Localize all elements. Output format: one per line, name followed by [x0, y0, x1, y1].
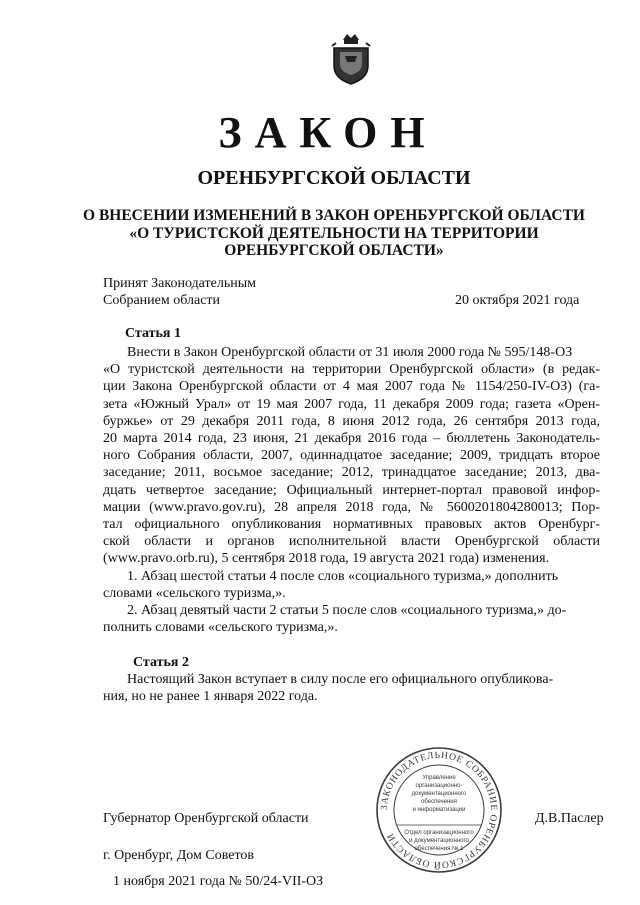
article-2-body: [103, 671, 600, 705]
stamp-line: Отдел организационного: [404, 830, 474, 836]
article-line: буржье» от 29 декабря 2011 года, 8 июня 2012 года, 26 сентября 2013 года,: [103, 413, 600, 429]
subject-line: О ВНЕСЕНИИ ИЗМЕНЕНИЙ В ЗАКОН ОРЕНБУРГСКОЙ ОБЛАСТИ: [83, 207, 585, 224]
stamp-line: обеспечения № 1: [414, 846, 464, 852]
region-title: ОРЕНБУРГСКОЙ ОБЛАСТИ: [197, 167, 471, 189]
article-line: тал официального опубликования нормативных правовых актов Оренбург-: [103, 517, 600, 533]
article-line: (www.pravo.orb.ru), 5 сентября 2018 года, 19 августа 2021 года) изменения.: [103, 551, 550, 567]
stamp-line: и информатизации: [412, 807, 466, 813]
article-item-1-cont: словами «сельского туризма,».: [103, 585, 286, 601]
stamp-line: и документационного: [409, 838, 469, 844]
article-item-1: 1. Абзац шестой статьи 4 после слов «социального туризма,» дополнить: [127, 568, 559, 584]
article-line: ного Собрания области, 2007, одиннадцатое заседание; 2009, тридцать второе: [103, 448, 600, 464]
article-line: Внести в Закон Оренбургской области от 31 июля 2000 года № 595/148-ОЗ: [127, 345, 573, 360]
article-1-heading: Статья 1: [125, 326, 181, 341]
article-line: мации (www.pravo.gov.ru), 28 апреля 2018 года, № 5600201804280013; Пор-: [103, 499, 600, 515]
article-item-2: 2. Абзац девятый части 2 статьи 5 после слов «социального туризма,» до-: [127, 603, 567, 619]
adoption-line: Принят Законодательным: [103, 276, 256, 291]
article-line: заседание; 2011, восьмое заседание; 2012, тринадцатое заседание; 2013, два-: [103, 465, 600, 481]
article-2-heading: Статья 2: [133, 655, 189, 670]
stamp-ring-text: ЗАКОНОДАТЕЛЬНОЕ СОБРАНИЕ ОРЕНБУРГСКОЙ ОБЛАСТИ: [379, 750, 499, 870]
subject-line: ОРЕНБУРГСКОЙ ОБЛАСТИ»: [224, 242, 444, 259]
adoption-line: Собранием области: [103, 293, 221, 309]
stamp-line: Управление: [422, 775, 456, 781]
law-title: ЗАКОН: [218, 108, 438, 157]
article-line: ской области и органов исполнительной власти Оренбургской области: [103, 534, 600, 550]
article-line: зета «Южный Урал» от 19 мая 2007 года, 11 декабря 2009 года; газета «Орен-: [103, 396, 600, 412]
coat-of-arms-icon: [329, 30, 373, 86]
stamp-line: организационно-: [415, 783, 463, 789]
article-line: ции Закона Оренбургской области от 4 мая 2007 года № 1154/250-IV-ОЗ) (га-: [103, 379, 600, 395]
article-line: «О туристской деятельности на территории Оренбургской области» (в редак-: [103, 362, 600, 378]
governor-title: Губернатор Оренбургской области: [103, 811, 309, 826]
governor-name: Д.В.Паслер: [535, 811, 604, 826]
official-stamp: [374, 745, 504, 875]
article-line: 20 марта 2014 года, 23 июня, 21 декабря 2016 года – бюллетень Законодатель-: [103, 431, 600, 447]
adoption-note: [103, 275, 256, 309]
law-subject: [0, 207, 640, 260]
law-date-number: 1 ноября 2021 года № 50/24-VII-ОЗ: [113, 874, 324, 889]
stamp-line: документационного: [411, 791, 467, 797]
subject-line: «О ТУРИСТСКОЙ ДЕЯТЕЛЬНОСТИ НА ТЕРРИТОРИИ: [129, 224, 539, 242]
article-item-2-cont: полнить словами «сельского туризма,».: [103, 620, 338, 636]
article-1-body: [103, 344, 600, 636]
adoption-date: 20 октября 2021 года: [455, 293, 580, 308]
article-line: ния, но не ранее 1 января 2022 года.: [103, 689, 318, 705]
article-line: Настоящий Закон вступает в силу после его официального опубликова-: [127, 672, 554, 687]
signing-place: г. Оренбург, Дом Советов: [103, 848, 254, 863]
article-line: дцать четвертое заседание; Официальный интернет-портал правовой инфор-: [103, 482, 600, 498]
stamp-line: обеспечения: [421, 799, 457, 805]
